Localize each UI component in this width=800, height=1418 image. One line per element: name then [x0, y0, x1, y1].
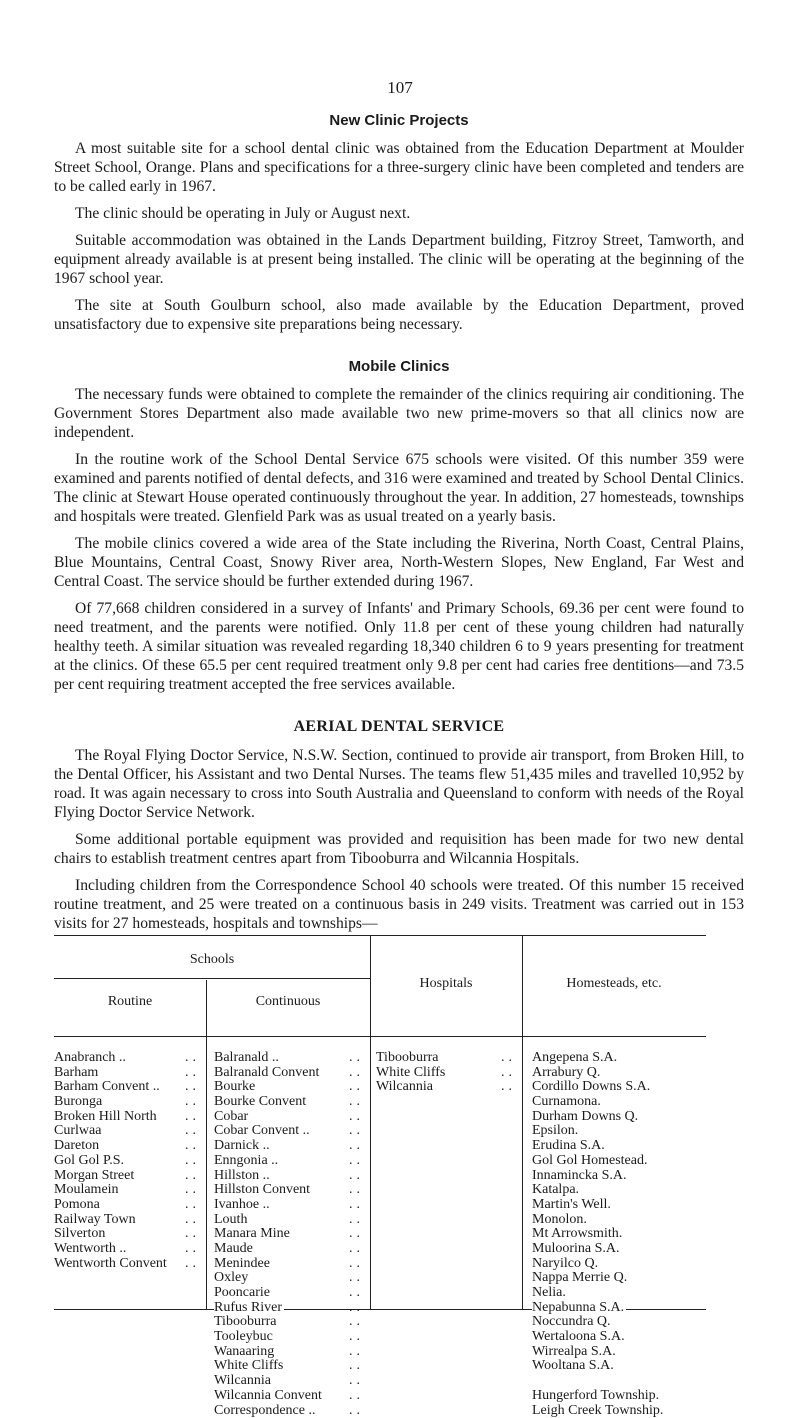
place-name: Tooleybuc — [214, 1329, 275, 1344]
place-name: Gol Gol P.S. — [54, 1153, 126, 1168]
place-name — [532, 1373, 534, 1388]
leader-dots: .. — [349, 1154, 364, 1169]
place-name: Hillston .. — [214, 1168, 272, 1183]
place-name: White Cliffs — [376, 1065, 447, 1080]
leader-dots: .. — [349, 1330, 364, 1345]
table-cell — [54, 1095, 200, 1110]
table-cell — [54, 1051, 200, 1066]
place-name: Wirrealpa S.A. — [532, 1344, 618, 1359]
leader-dots: .. — [185, 1183, 200, 1198]
place-name: Barham — [54, 1065, 100, 1080]
table-cell — [214, 1242, 364, 1257]
table-cell — [532, 1389, 702, 1404]
table-cell — [532, 1095, 702, 1110]
place-name: Balranald Convent — [214, 1065, 321, 1080]
table-cell — [54, 1198, 200, 1213]
table-cell — [376, 1080, 516, 1095]
place-name: Oxley — [214, 1270, 250, 1285]
heading-new-clinic: New Clinic Projects — [54, 112, 744, 129]
place-name: Gol Gol Homestead. — [532, 1153, 649, 1168]
paragraph: The site at South Goulburn school, also made available by the Education Department, proved unsatisfactory due to expensive site preparations being necessary. — [54, 296, 744, 334]
leader-dots: .. — [185, 1051, 200, 1066]
leader-dots: .. — [185, 1080, 200, 1095]
leader-dots: .. — [185, 1257, 200, 1272]
place-name: Buronga — [54, 1094, 104, 1109]
place-name: Morgan Street — [54, 1168, 136, 1183]
table-cell — [54, 1257, 200, 1272]
place-name: Wilcannia — [214, 1373, 273, 1388]
place-name: Durham Downs Q. — [532, 1109, 640, 1124]
table-cell — [214, 1124, 364, 1139]
leader-dots: .. — [349, 1257, 364, 1272]
table-cell — [376, 1051, 516, 1066]
header-homesteads: Homesteads, etc. — [522, 976, 706, 992]
column-divider — [206, 1037, 207, 1309]
continuous-column — [214, 1051, 364, 1418]
place-name: Curnamona. — [532, 1094, 603, 1109]
place-name: Muloorina S.A. — [532, 1241, 622, 1256]
leader-dots: .. — [349, 1198, 364, 1213]
table-cell — [214, 1271, 364, 1286]
header-continuous: Continuous — [206, 994, 370, 1010]
place-name: Hillston Convent — [214, 1182, 312, 1197]
table-cell — [54, 1183, 200, 1198]
place-name: Maude — [214, 1241, 255, 1256]
table-body — [54, 1037, 706, 1309]
leader-dots: .. — [185, 1095, 200, 1110]
leader-dots: .. — [185, 1110, 200, 1125]
place-name: Rufus River — [214, 1300, 284, 1315]
column-divider — [370, 1037, 371, 1309]
table-cell — [54, 1227, 200, 1242]
routine-column — [54, 1051, 200, 1271]
leader-dots: .. — [185, 1198, 200, 1213]
table-cell — [532, 1198, 702, 1213]
header-routine: Routine — [54, 994, 206, 1010]
table-cell — [54, 1080, 200, 1095]
table-cell — [54, 1124, 200, 1139]
table-cell — [532, 1051, 702, 1066]
place-name: Wentworth Convent — [54, 1256, 169, 1271]
leader-dots: .. — [349, 1051, 364, 1066]
leader-dots: .. — [349, 1095, 364, 1110]
place-name: Wilcannia Convent — [214, 1388, 324, 1403]
table-cell — [214, 1139, 364, 1154]
table-cell — [54, 1154, 200, 1169]
leader-dots: .. — [349, 1183, 364, 1198]
table-cell — [214, 1404, 364, 1418]
table-cell — [532, 1374, 702, 1389]
leader-dots: .. — [349, 1315, 364, 1330]
table-cell — [532, 1242, 702, 1257]
leader-dots: .. — [185, 1169, 200, 1184]
place-name: Katalpa. — [532, 1182, 581, 1197]
place-name: Railway Town — [54, 1212, 138, 1227]
place-name: Tibooburra — [214, 1314, 279, 1329]
place-name: Erudina S.A. — [532, 1138, 607, 1153]
leader-dots: .. — [349, 1286, 364, 1301]
paragraph: The necessary funds were obtained to complete the remainder of the clinics requiring air conditioning. The Government Stores Department also made available two new prime-movers so that all clinics now are independent. — [54, 385, 744, 442]
leader-dots: .. — [349, 1124, 364, 1139]
table-cell — [532, 1080, 702, 1095]
paragraph: In the routine work of the School Dental Service 675 schools were visited. Of this number 359 were examined and parents notified of dental defects, and 316 were examined and treated by School Dental Clinics. The clinic at Stewart House operated continuously throughout the year. In addition, 27 homesteads, townships and hospitals were treated. Glenfield Park was as usual treated on a yearly basis. — [54, 450, 744, 526]
table-cell — [54, 1242, 200, 1257]
paragraph: The clinic should be operating in July or August next. — [54, 204, 744, 223]
place-name: Pooncarie — [214, 1285, 272, 1300]
place-name: Hungerford Township. — [532, 1388, 661, 1403]
hospitals-column — [376, 1051, 516, 1095]
leader-dots: .. — [349, 1080, 364, 1095]
paragraph: Suitable accommodation was obtained in the Lands Department building, Fitzroy Street, Tamworth, and equipment already available is at present being installed. The clinic will be operating at the beginning of the 1967 school year. — [54, 231, 744, 288]
table-cell — [214, 1169, 364, 1184]
table-cell — [532, 1286, 702, 1301]
place-name: Broken Hill North — [54, 1109, 159, 1124]
leader-dots: .. — [349, 1066, 364, 1081]
place-name: Wilcannia — [376, 1079, 435, 1094]
place-name: Epsilon. — [532, 1123, 580, 1138]
table-cell — [54, 1139, 200, 1154]
table-cell — [214, 1315, 364, 1330]
place-name: Cordillo Downs S.A. — [532, 1079, 652, 1094]
table-cell — [214, 1080, 364, 1095]
heading-mobile-clinics: Mobile Clinics — [54, 358, 744, 375]
place-name: Bourke Convent — [214, 1094, 308, 1109]
table-cell — [532, 1271, 702, 1286]
place-name: Naryilco Q. — [532, 1256, 600, 1271]
leader-dots: .. — [501, 1080, 516, 1095]
leader-dots: .. — [349, 1110, 364, 1125]
table-cell — [214, 1359, 364, 1374]
header-schools: Schools — [54, 952, 370, 968]
place-name: Pomona — [54, 1197, 102, 1212]
table-cell — [214, 1095, 364, 1110]
leader-dots: .. — [349, 1169, 364, 1184]
table-cell — [532, 1404, 702, 1418]
place-name: Balranald .. — [214, 1050, 281, 1065]
table-cell — [214, 1051, 364, 1066]
leader-dots: .. — [185, 1124, 200, 1139]
leader-dots: .. — [349, 1404, 364, 1418]
table-cell — [214, 1198, 364, 1213]
report-body — [54, 112, 744, 941]
homesteads-column — [532, 1051, 702, 1418]
leader-dots: .. — [185, 1066, 200, 1081]
place-name: Bourke — [214, 1079, 257, 1094]
table-cell — [532, 1359, 702, 1374]
leader-dots: .. — [349, 1389, 364, 1404]
heading-aerial-dental-service: AERIAL DENTAL SERVICE — [54, 718, 744, 736]
table-cell — [532, 1169, 702, 1184]
place-name: Wentworth .. — [54, 1241, 128, 1256]
table-cell — [214, 1227, 364, 1242]
table-cell — [532, 1139, 702, 1154]
place-name: Martin's Well. — [532, 1197, 613, 1212]
table-cell — [532, 1154, 702, 1169]
page-number: 107 — [0, 78, 800, 98]
leader-dots: .. — [501, 1066, 516, 1081]
place-name: Darnick .. — [214, 1138, 272, 1153]
place-name: Wooltana S.A. — [532, 1358, 616, 1373]
leader-dots: .. — [501, 1051, 516, 1066]
table-cell — [532, 1183, 702, 1198]
place-name: Silverton — [54, 1226, 107, 1241]
leader-dots: .. — [349, 1301, 364, 1316]
table-cell — [214, 1154, 364, 1169]
place-name: Moulamein — [54, 1182, 121, 1197]
table-cell — [214, 1286, 364, 1301]
column-divider — [522, 1037, 523, 1309]
visits-table — [54, 935, 706, 1310]
header-subrule — [54, 978, 370, 979]
header-hospitals: Hospitals — [370, 976, 522, 992]
table-cell — [214, 1374, 364, 1389]
place-name: Tibooburra — [376, 1050, 441, 1065]
table-cell — [214, 1183, 364, 1198]
leader-dots: .. — [349, 1359, 364, 1374]
place-name: Correspondence .. — [214, 1403, 317, 1418]
place-name: White Cliffs — [214, 1358, 285, 1373]
place-name: Nepabunna S.A. — [532, 1300, 626, 1315]
place-name: Menindee — [214, 1256, 272, 1271]
place-name: Cobar Convent .. — [214, 1123, 312, 1138]
place-name: Arrabury Q. — [532, 1065, 602, 1080]
place-name: Ivanhoe .. — [214, 1197, 272, 1212]
table-cell — [214, 1389, 364, 1404]
paragraph: A most suitable site for a school dental clinic was obtained from the Education Department at Moulder Street School, Orange. Plans and specifications for a three-surgery clinic have been completed and tenders are to be called early in 1967. — [54, 139, 744, 196]
leader-dots: .. — [185, 1227, 200, 1242]
table-cell — [532, 1330, 702, 1345]
place-name: Nappa Merrie Q. — [532, 1270, 629, 1285]
table-cell — [532, 1315, 702, 1330]
place-name: Mt Arrowsmith. — [532, 1226, 624, 1241]
paragraph: The Royal Flying Doctor Service, N.S.W. Section, continued to provide air transport, from Broken Hill, to the Dental Officer, his Assistant and two Dental Nurses. The teams flew 51,435 miles and travelled 10,952 by road. It was again necessary to cross into South Australia and Queensland to conform with needs of the Royal Flying Doctor Service Network. — [54, 746, 744, 822]
paragraph: Of 77,668 children considered in a survey of Infants' and Primary Schools, 69.36 per cent were found to need treatment, and the parents were notified. Only 11.8 per cent of these young children had naturally healthy teeth. A similar situation was revealed regarding 18,340 children 6 to 9 years presenting for treatment at the clinics. Of these 65.5 per cent required treatment only 9.8 per cent had caries free dentitions—and 73.5 per cent requiring treatment accepted the free services available. — [54, 599, 744, 694]
leader-dots: .. — [349, 1227, 364, 1242]
leader-dots: .. — [349, 1139, 364, 1154]
place-name: Cobar — [214, 1109, 250, 1124]
place-name: Louth — [214, 1212, 249, 1227]
table-header — [54, 936, 706, 1036]
paragraph: Including children from the Correspondence School 40 schools were treated. Of this number 15 received routine treatment, and 25 were treated on a continuous basis in 249 visits. Treatment was carried out in 153 visits for 27 homesteads, hospitals and townships— — [54, 876, 744, 933]
place-name: Curlwaa — [54, 1123, 103, 1138]
place-name: Dareton — [54, 1138, 101, 1153]
place-name: Noccundra Q. — [532, 1314, 613, 1329]
place-name: Enngonia .. — [214, 1153, 280, 1168]
place-name: Wertaloona S.A. — [532, 1329, 627, 1344]
place-name: Leigh Creek Township. — [532, 1403, 665, 1418]
place-name: Nelia. — [532, 1285, 568, 1300]
place-name: Innamincka S.A. — [532, 1168, 628, 1183]
leader-dots: .. — [349, 1213, 364, 1228]
leader-dots: .. — [349, 1345, 364, 1360]
table-cell — [54, 1169, 200, 1184]
paragraph: The mobile clinics covered a wide area of the State including the Riverina, North Coast, Central Plains, Blue Mountains, Central Coast, Snowy River area, North-Western Slopes, New England, Far West and Central Coast. The service should be further extended during 1967. — [54, 534, 744, 591]
table-cell — [214, 1330, 364, 1345]
place-name: Barham Convent .. — [54, 1079, 162, 1094]
paragraph: Some additional portable equipment was provided and requisition has been made for two new dental chairs to establish treatment centres apart from Tibooburra and Wilcannia Hospitals. — [54, 830, 744, 868]
leader-dots: .. — [185, 1139, 200, 1154]
place-name: Angepena S.A. — [532, 1050, 619, 1065]
place-name: Wanaaring — [214, 1344, 276, 1359]
leader-dots: .. — [185, 1154, 200, 1169]
leader-dots: .. — [185, 1213, 200, 1228]
place-name: Manara Mine — [214, 1226, 292, 1241]
table-cell — [532, 1124, 702, 1139]
leader-dots: .. — [185, 1242, 200, 1257]
place-name: Anabranch .. — [54, 1050, 128, 1065]
leader-dots: .. — [349, 1271, 364, 1286]
leader-dots: .. — [349, 1374, 364, 1389]
leader-dots: .. — [349, 1242, 364, 1257]
table-cell — [532, 1227, 702, 1242]
place-name: Monolon. — [532, 1212, 589, 1227]
